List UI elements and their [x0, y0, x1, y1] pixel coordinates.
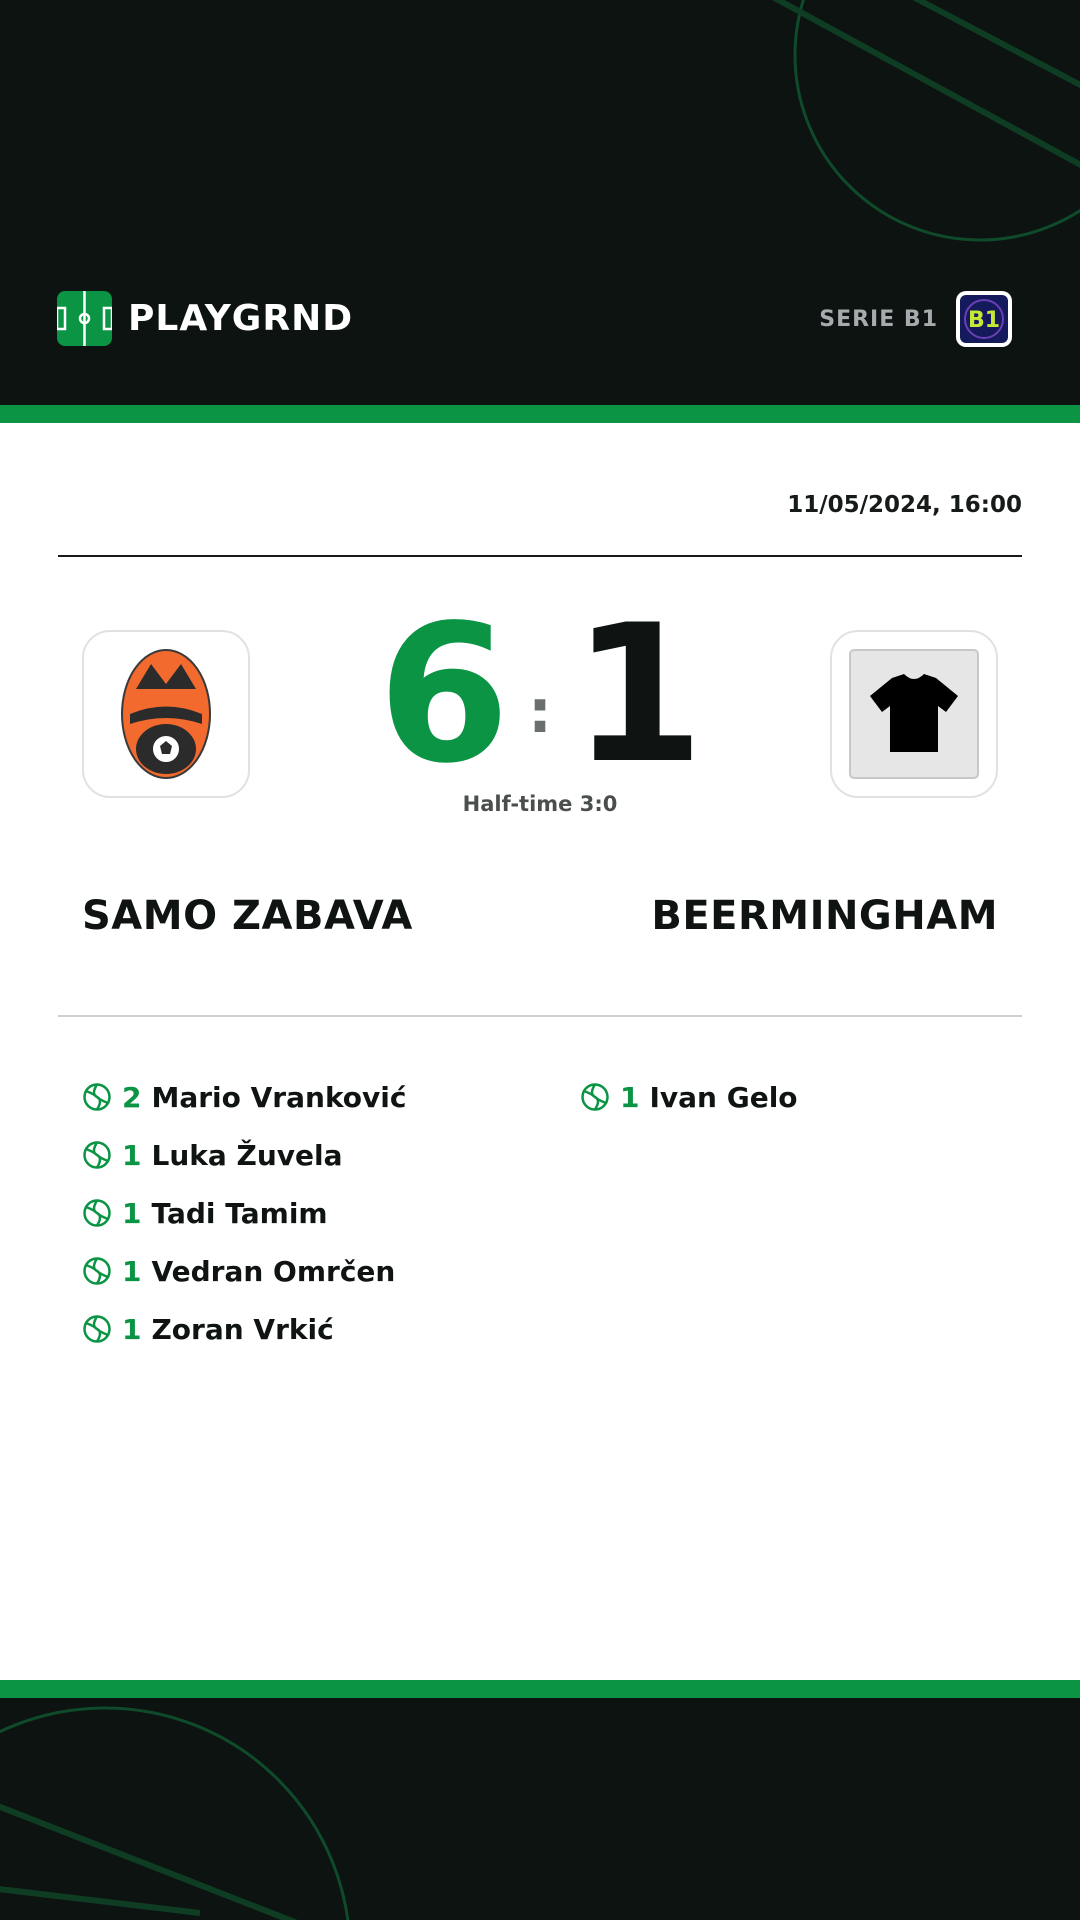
player-name[interactable]: Ivan Gelo: [649, 1080, 798, 1114]
league-name: SERIE B1: [819, 306, 938, 332]
match-datetime: 11/05/2024, 16:00: [787, 492, 1022, 518]
divider: [58, 555, 1022, 557]
away-score: 1: [572, 584, 705, 805]
league-badge: [956, 291, 1012, 347]
scorer-row: [580, 1068, 798, 1126]
divider: [58, 1015, 1022, 1017]
football-icon: [82, 1082, 112, 1112]
football-icon: [82, 1314, 112, 1344]
football-icon: [82, 1140, 112, 1170]
top-accent-bar: [0, 405, 1080, 423]
player-name[interactable]: Vedran Omrčen: [151, 1254, 396, 1288]
header-banner: [0, 0, 1080, 405]
scorer-row: [82, 1184, 407, 1242]
shirt-icon: [848, 648, 980, 780]
away-scorers: [580, 1068, 798, 1126]
pitch-lines-decoration: [0, 1698, 1080, 1920]
goal-count: 2: [122, 1080, 142, 1114]
player-name[interactable]: Tadi Tamim: [151, 1196, 328, 1230]
scorer-row: [82, 1300, 407, 1358]
away-team-crest[interactable]: [830, 630, 998, 798]
football-icon: [82, 1198, 112, 1228]
away-team-name[interactable]: BEERMINGHAM: [651, 893, 998, 939]
goal-count: 1: [122, 1254, 142, 1288]
football-icon: [580, 1082, 610, 1112]
score-separator: :: [528, 677, 552, 747]
home-scorers: [82, 1068, 407, 1358]
player-name[interactable]: Zoran Vrkić: [151, 1312, 334, 1346]
goal-count: 1: [122, 1312, 142, 1346]
player-name[interactable]: Mario Vranković: [151, 1080, 407, 1114]
goal-count: 1: [122, 1138, 142, 1172]
brand[interactable]: [57, 291, 353, 346]
player-name[interactable]: Luka Žuvela: [151, 1138, 343, 1172]
home-score: 6: [377, 584, 510, 805]
scorer-row: [82, 1126, 407, 1184]
goal-count: 1: [620, 1080, 640, 1114]
halftime-score: Half-time 3:0: [462, 792, 618, 816]
football-icon: [82, 1256, 112, 1286]
pitch-icon: [57, 291, 112, 346]
footer-banner: [0, 1698, 1080, 1920]
scorer-row: [82, 1242, 407, 1300]
bottom-accent-bar: [0, 1680, 1080, 1698]
home-team-name[interactable]: SAMO ZABAVA: [82, 893, 413, 939]
goal-count: 1: [122, 1196, 142, 1230]
brand-name: PLAYGRND: [128, 298, 354, 339]
scorer-row: [82, 1068, 407, 1126]
league-badge-text: B1: [967, 308, 1001, 333]
league[interactable]: [819, 291, 1012, 347]
